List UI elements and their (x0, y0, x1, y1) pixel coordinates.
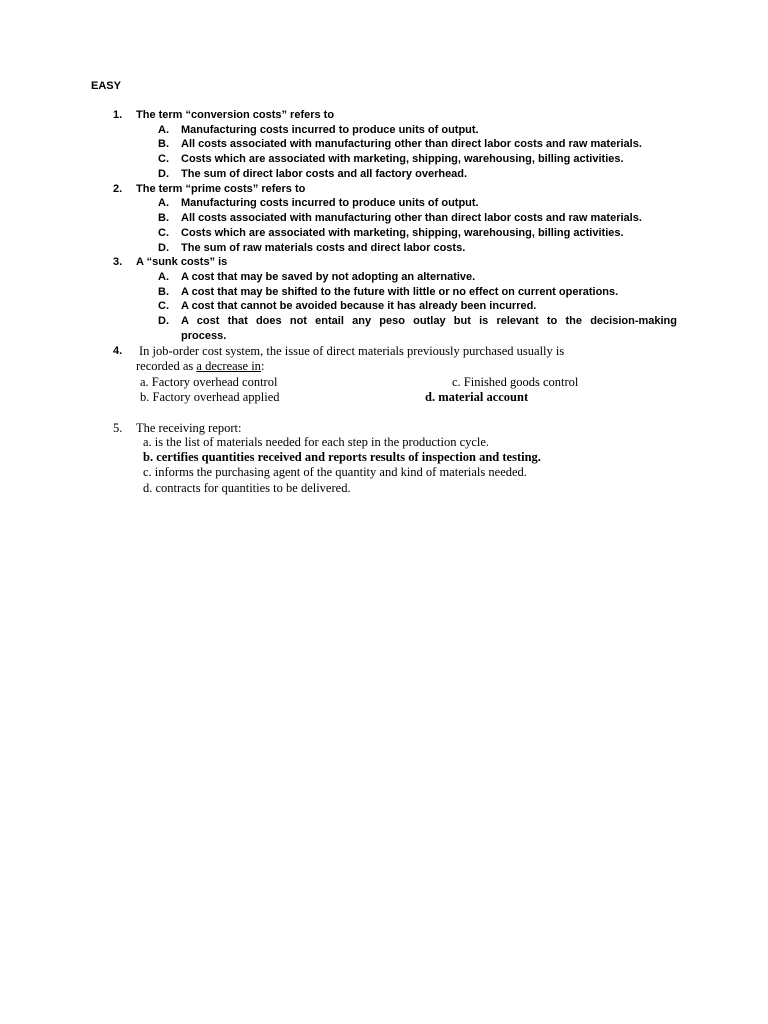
question-number: 4. (113, 345, 123, 357)
question-stem: A “sunk costs” is (136, 256, 228, 268)
option-letter: A. (158, 124, 169, 136)
question-number: 2. (113, 183, 123, 195)
question-number: 1. (113, 109, 123, 121)
option-b: b. Factory overhead applied (140, 390, 280, 404)
section-heading: EASY (91, 80, 121, 92)
option-d-answer: d. material account (425, 390, 529, 404)
option-text-continuation: process. (181, 330, 227, 342)
question-stem: The receiving report: (136, 421, 242, 435)
option-c: c. informs the purchasing agent of the quantity and kind of materials needed. (143, 465, 527, 479)
option-letter: B. (158, 286, 169, 298)
option-text: A cost that may be shifted to the future with little or no effect on current operations. (181, 286, 619, 298)
question-number: 3. (113, 256, 123, 268)
option-a: a. Factory overhead control (140, 375, 278, 389)
option-letter: A. (158, 197, 169, 209)
option-letter: D. (158, 315, 169, 327)
option-text: All costs associated with manufacturing other than direct labor costs and raw materials. (181, 138, 642, 150)
option-letter: D. (158, 168, 169, 180)
question-stem: The term “prime costs” refers to (136, 183, 306, 195)
option-text: Costs which are associated with marketing, shipping, warehousing, billing activities. (181, 153, 624, 165)
option-text: A cost that may be saved by not adopting an alternative. (181, 271, 476, 283)
option-text-answer: The sum of direct labor costs and all factory overhead. (181, 168, 468, 180)
option-letter: C. (158, 153, 169, 165)
question-stem: The term “conversion costs” refers to (136, 109, 335, 121)
option-a: a. is the list of materials needed for each step in the production cycle. (143, 435, 490, 449)
question-stem-line-2 (136, 359, 264, 374)
question-number: 5. (113, 421, 123, 435)
option-text: A cost that does not entail any peso outlay but is relevant to the decision-making (181, 315, 677, 327)
option-letter: C. (158, 300, 169, 312)
option-text: Manufacturing costs incurred to produce units of output. (181, 197, 479, 209)
option-d: d. contracts for quantities to be delivered. (143, 481, 351, 495)
question-stem: In job-order cost system, the issue of direct materials previously purchased usually is (139, 344, 565, 358)
underlined-phrase: a decrease in (196, 359, 261, 373)
option-b-answer: b. certifies quantities received and reports results of inspection and testing. (143, 450, 541, 464)
option-c: c. Finished goods control (452, 375, 579, 389)
option-text: Manufacturing costs incurred to produce units of output. (181, 124, 479, 136)
option-letter: A. (158, 271, 169, 283)
option-letter: B. (158, 138, 169, 150)
option-text-answer: A cost that cannot be avoided because it has already been incurred. (181, 300, 537, 312)
option-letter: B. (158, 212, 169, 224)
option-letter: D. (158, 242, 169, 254)
option-letter: C. (158, 227, 169, 239)
option-text: Costs which are associated with marketing, shipping, warehousing, billing activities. (181, 227, 624, 239)
option-text: All costs associated with manufacturing other than direct labor costs and raw materials. (181, 212, 642, 224)
stem-text: recorded as (136, 359, 197, 373)
option-text-answer: The sum of raw materials costs and direct labor costs. (181, 242, 466, 254)
stem-punctuation: : (260, 359, 265, 373)
